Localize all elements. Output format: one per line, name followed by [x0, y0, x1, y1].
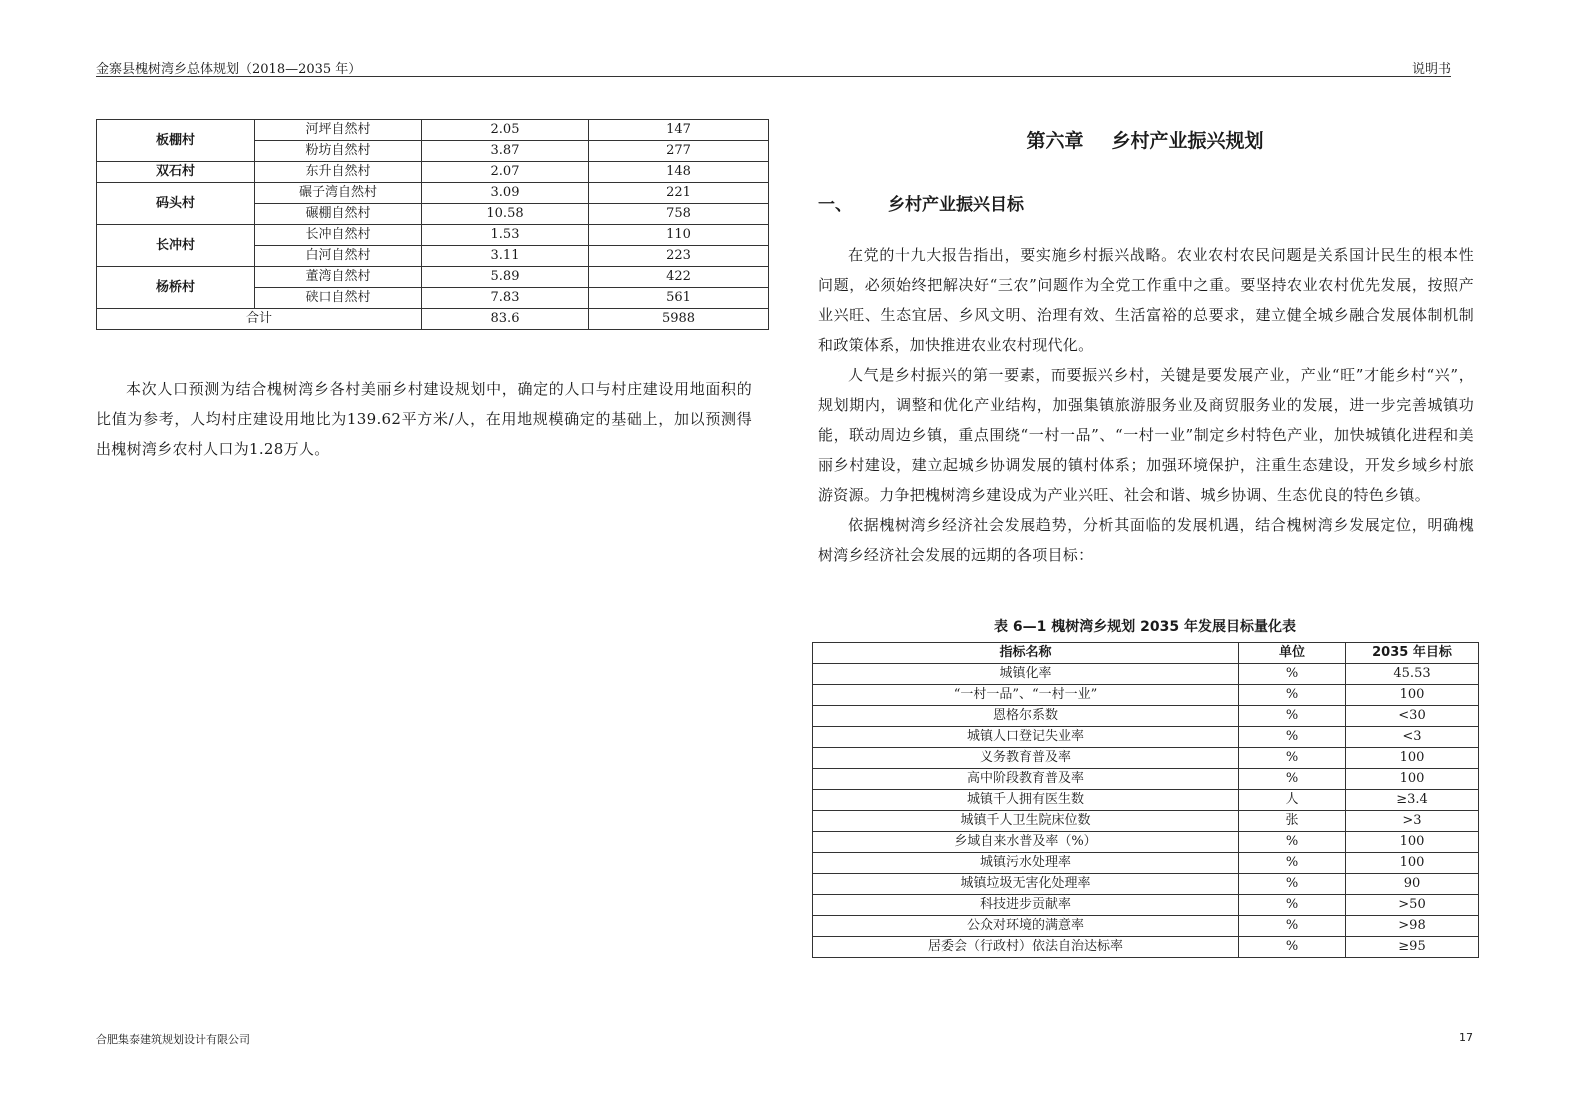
natural-village-name: 粉坊自然村	[255, 141, 422, 162]
village-name: 双石村	[97, 162, 255, 183]
header-target: 2035 年目标	[1346, 643, 1479, 664]
table-row	[813, 748, 1479, 769]
indicator-unit: 张	[1239, 811, 1346, 832]
indicator-name: 城镇垃圾无害化处理率	[813, 874, 1239, 895]
table-row	[97, 120, 769, 141]
table-row	[813, 916, 1479, 937]
total-row	[97, 309, 769, 330]
natural-village-name: 碾子湾自然村	[255, 183, 422, 204]
indicator-name: 城镇人口登记失业率	[813, 727, 1239, 748]
population-value: 221	[589, 183, 769, 204]
village-name: 板棚村	[97, 120, 255, 162]
table-row	[813, 727, 1479, 748]
indicator-name: 义务教育普及率	[813, 748, 1239, 769]
area-value: 2.07	[422, 162, 589, 183]
population-value: 758	[589, 204, 769, 225]
table-row	[813, 895, 1479, 916]
table-caption: 表 6—1 槐树湾乡规划 2035 年发展目标量化表	[994, 619, 1296, 635]
header-divider	[96, 76, 1451, 77]
natural-village-name: 董湾自然村	[255, 267, 422, 288]
indicator-target: <3	[1346, 727, 1479, 748]
indicator-unit: %	[1239, 748, 1346, 769]
area-value: 3.87	[422, 141, 589, 162]
table-row	[97, 183, 769, 204]
chapter-title: 乡村产业振兴规划	[1111, 130, 1264, 152]
table-row	[813, 664, 1479, 685]
indicator-unit: %	[1239, 727, 1346, 748]
footer-company: 合肥集泰建筑规划设计有限公司	[96, 1033, 250, 1046]
area-value: 3.09	[422, 183, 589, 204]
paragraph: 人气是乡村振兴的第一要素，而要振兴乡村，关键是要发展产业，产业“旺”才能乡村“兴”，规划期内，调整和优化产业结构，加强集镇旅游服务业及商贸服务业的发展，进一步完善城镇功能，联动周边乡镇，重点围绕“一村一品”、“一村一业”制定乡村特色产业，加快城镇化进程和美丽乡村建设，建立起城乡协调发展的镇村体系；加强环境保护，注重生态建设，开发乡域乡村旅游资源。力争把槐树湾乡建设成为产业兴旺、社会和谐、城乡协调、生态优良的特色乡镇。	[818, 366, 1474, 504]
indicator-unit: %	[1239, 832, 1346, 853]
section-title: 乡村产业振兴目标	[888, 195, 1024, 215]
table-row	[813, 790, 1479, 811]
table-row	[813, 937, 1479, 958]
natural-village-name: 河坪自然村	[255, 120, 422, 141]
table-row	[813, 706, 1479, 727]
indicator-target: 100	[1346, 832, 1479, 853]
total-population: 5988	[589, 309, 769, 330]
indicator-name: 公众对环境的满意率	[813, 916, 1239, 937]
population-value: 277	[589, 141, 769, 162]
indicator-name: 高中阶段教育普及率	[813, 769, 1239, 790]
indicator-unit: %	[1239, 685, 1346, 706]
population-forecast-paragraph	[96, 374, 752, 464]
population-table	[96, 119, 769, 330]
table-row	[97, 225, 769, 246]
village-name: 长冲村	[97, 225, 255, 267]
table-row	[813, 811, 1479, 832]
paragraph: 在党的十九大报告指出，要实施乡村振兴战略。农业农村农民问题是关系国计民生的根本性问题，必须始终把解决好“三农”问题作为全党工作重中之重。要坚持农业农村优先发展，按照产业兴旺、生态宜居、乡风文明、治理有效、生活富裕的总要求，建立健全城乡融合发展体制机制和政策体系，加快推进农业农村现代化。	[818, 246, 1474, 354]
indicator-name: 乡域自来水普及率（%）	[813, 832, 1239, 853]
indicator-name: 居委会（行政村）依法自治达标率	[813, 937, 1239, 958]
population-value: 148	[589, 162, 769, 183]
table-row	[813, 874, 1479, 895]
table-row	[813, 769, 1479, 790]
indicator-target: 100	[1346, 769, 1479, 790]
indicator-unit: %	[1239, 916, 1346, 937]
population-value: 422	[589, 267, 769, 288]
natural-village-name: 长冲自然村	[255, 225, 422, 246]
population-value: 110	[589, 225, 769, 246]
header-title: 金寨县槐树湾乡总体规划（2018—2035 年）	[96, 62, 362, 77]
indicator-name: 城镇污水处理率	[813, 853, 1239, 874]
indicator-unit: %	[1239, 706, 1346, 727]
indicator-target: >50	[1346, 895, 1479, 916]
total-label: 合计	[97, 309, 422, 330]
table-row	[97, 162, 769, 183]
chapter-number: 第六章	[1026, 130, 1084, 152]
indicator-unit: %	[1239, 769, 1346, 790]
section-body	[818, 240, 1474, 570]
indicator-name: “一村一品”、“一村一业”	[813, 685, 1239, 706]
indicator-target: ≥95	[1346, 937, 1479, 958]
goal-table	[812, 642, 1479, 958]
village-name: 杨桥村	[97, 267, 255, 309]
table-row	[97, 267, 769, 288]
table-row	[813, 853, 1479, 874]
header-indicator: 指标名称	[813, 643, 1239, 664]
population-value: 561	[589, 288, 769, 309]
indicator-unit: %	[1239, 895, 1346, 916]
area-value: 2.05	[422, 120, 589, 141]
indicator-name: 城镇化率	[813, 664, 1239, 685]
indicator-target: >3	[1346, 811, 1479, 832]
indicator-name: 科技进步贡献率	[813, 895, 1239, 916]
village-name: 码头村	[97, 183, 255, 225]
header-unit: 单位	[1239, 643, 1346, 664]
paragraph: 依据槐树湾乡经济社会发展趋势，分析其面临的发展机遇，结合槐树湾乡发展定位，明确槐树湾乡经济社会发展的远期的各项目标：	[818, 516, 1474, 564]
indicator-unit: 人	[1239, 790, 1346, 811]
total-area: 83.6	[422, 309, 589, 330]
paragraph: 本次人口预测为结合槐树湾乡各村美丽乡村建设规划中，确定的人口与村庄建设用地面积的比值为参考，人均村庄建设用地比为139.62平方米/人，在用地规模确定的基础上，加以预测得出槐树湾乡农村人口为1.28万人。	[96, 380, 752, 458]
section-number: 一、	[818, 195, 852, 215]
page-number: 17	[1459, 1031, 1473, 1044]
indicator-target: <30	[1346, 706, 1479, 727]
indicator-unit: %	[1239, 664, 1346, 685]
area-value: 1.53	[422, 225, 589, 246]
indicator-unit: %	[1239, 937, 1346, 958]
indicator-name: 城镇千人拥有医生数	[813, 790, 1239, 811]
area-value: 10.58	[422, 204, 589, 225]
indicator-unit: %	[1239, 874, 1346, 895]
table-header-row	[813, 643, 1479, 664]
population-value: 223	[589, 246, 769, 267]
indicator-target: 100	[1346, 853, 1479, 874]
indicator-target: >98	[1346, 916, 1479, 937]
population-value: 147	[589, 120, 769, 141]
natural-village-name: 白河自然村	[255, 246, 422, 267]
natural-village-name: 东升自然村	[255, 162, 422, 183]
indicator-target: 45.53	[1346, 664, 1479, 685]
natural-village-name: 硖口自然村	[255, 288, 422, 309]
indicator-name: 恩格尔系数	[813, 706, 1239, 727]
area-value: 5.89	[422, 267, 589, 288]
header-doc-type: 说明书	[1411, 62, 1451, 77]
indicator-target: 100	[1346, 685, 1479, 706]
area-value: 7.83	[422, 288, 589, 309]
natural-village-name: 碾棚自然村	[255, 204, 422, 225]
indicator-name: 城镇千人卫生院床位数	[813, 811, 1239, 832]
chapter-heading	[812, 126, 1478, 153]
area-value: 3.11	[422, 246, 589, 267]
indicator-target: 100	[1346, 748, 1479, 769]
indicator-target: 90	[1346, 874, 1479, 895]
table-row	[813, 685, 1479, 706]
indicator-unit: %	[1239, 853, 1346, 874]
indicator-target: ≥3.4	[1346, 790, 1479, 811]
section-heading	[818, 190, 1024, 215]
table-row	[813, 832, 1479, 853]
